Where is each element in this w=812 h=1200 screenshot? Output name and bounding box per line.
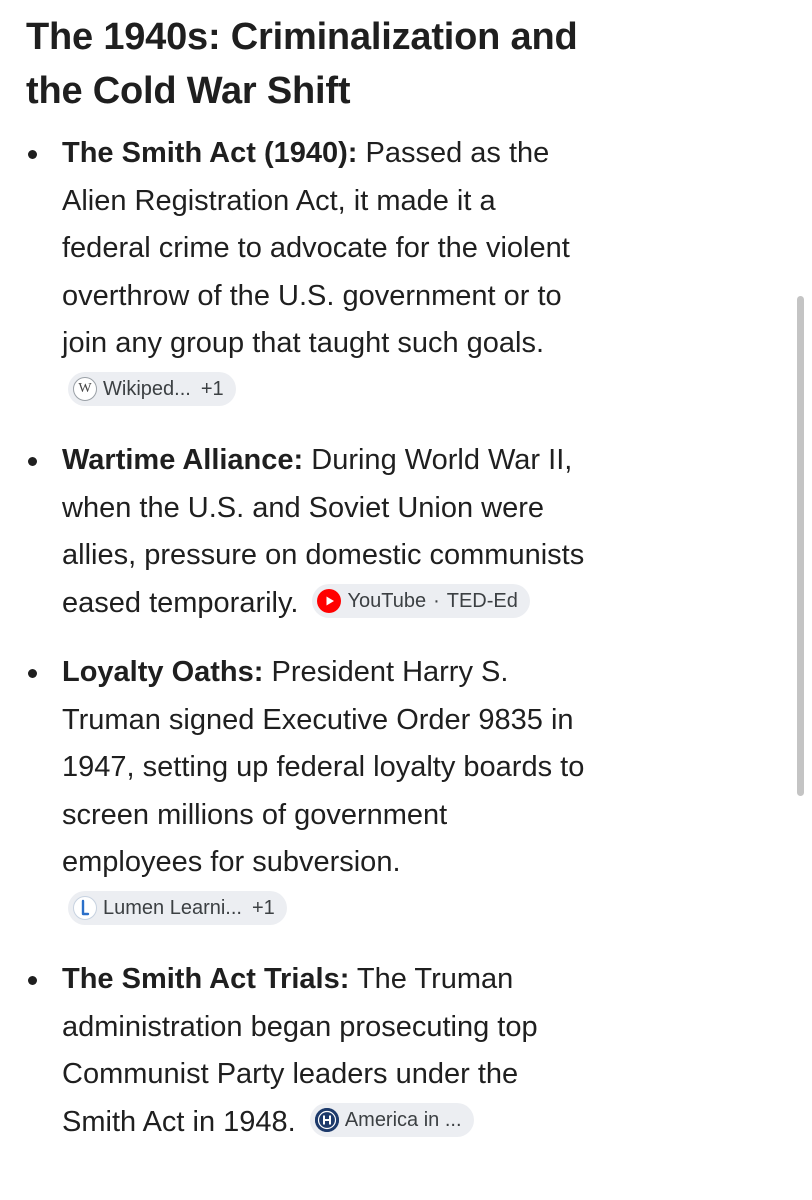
item-text: President Harry S. Truman signed Executive Order 9835 in 1947, setting up federal loyalty boards to screen millions of government employees for subversion. — [62, 656, 585, 878]
source-chip-america-in-class[interactable] — [310, 1103, 474, 1137]
bullet-dot — [28, 976, 37, 985]
list-item-smith-act — [26, 130, 586, 415]
bullet-list — [26, 130, 586, 1146]
wikipedia-icon: W — [73, 377, 97, 401]
scrollbar-thumb[interactable] — [797, 296, 804, 796]
source-extra-count: +1 — [200, 377, 224, 400]
item-text: The Truman administration began prosecuting top Communist Party leaders under the Smith Act in 1948. — [62, 963, 538, 1138]
lumen-learning-icon — [73, 896, 97, 920]
source-chip-youtube[interactable] — [312, 584, 529, 618]
source-extra-count: +1 — [251, 896, 275, 919]
source-label: Wikiped... — [103, 377, 191, 400]
source-chip-wikipedia[interactable] — [68, 372, 236, 406]
source-sublabel: TED-Ed — [446, 589, 518, 612]
item-term: Loyalty Oaths: — [62, 656, 264, 688]
source-label: America in ... — [344, 1108, 462, 1131]
item-text: During World War II, when the U.S. and Soviet Union were allies, pressure on domestic communists eased temporarily. — [62, 444, 585, 619]
item-term: The Smith Act Trials: — [62, 963, 350, 995]
item-text: Passed as the Alien Registration Act, it made it a federal crime to advocate for the violent overthrow of the U.S. government or to join any group that taught such goals. — [62, 137, 570, 359]
item-term: Wartime Alliance: — [62, 444, 304, 476]
section-heading: The 1940s: Criminalization and the Cold War Shift — [26, 16, 578, 112]
source-chip-lumen-learning[interactable] — [68, 891, 287, 925]
youtube-icon — [317, 589, 341, 613]
bullet-dot — [28, 669, 37, 678]
list-item-wartime-alliance — [26, 437, 586, 627]
item-term: The Smith Act (1940): — [62, 137, 358, 169]
bullet-dot — [28, 150, 37, 159]
source-label: YouTube — [347, 589, 427, 612]
list-item-loyalty-oaths — [26, 649, 586, 934]
bullet-dot — [28, 457, 37, 466]
source-separator: · — [433, 589, 440, 612]
america-in-class-icon — [315, 1108, 339, 1132]
list-item-smith-act-trials — [26, 956, 586, 1146]
source-label: Lumen Learni... — [103, 896, 242, 919]
